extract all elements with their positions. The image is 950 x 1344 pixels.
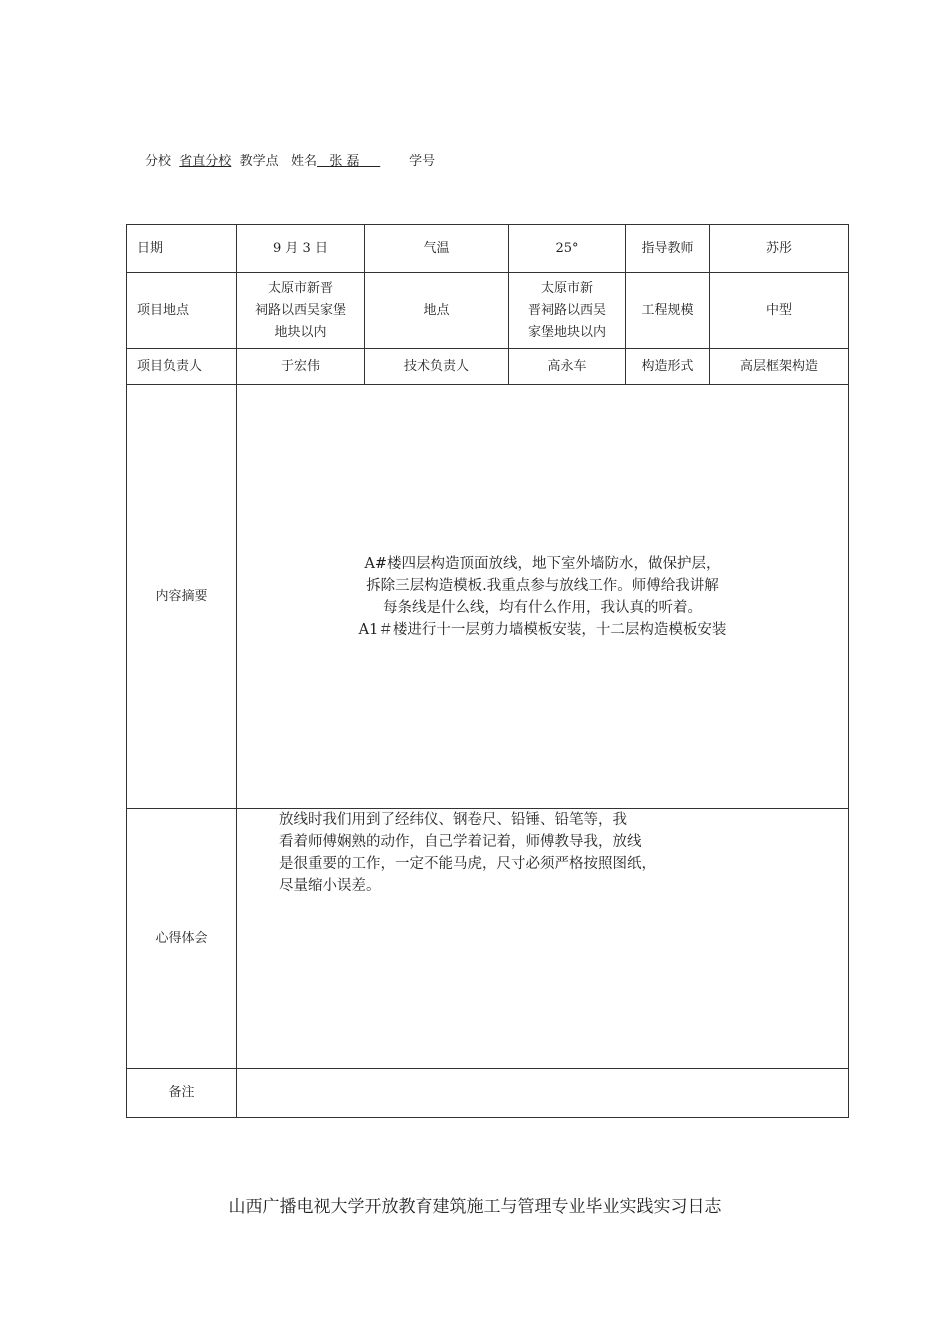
table-row (127, 349, 849, 385)
site-label: 地点 (365, 273, 509, 349)
project-manager-label: 项目负责人 (127, 349, 237, 385)
tech-manager-label: 技术负责人 (365, 349, 509, 385)
date-label: 日期 (127, 225, 237, 273)
table-row (127, 809, 849, 1069)
footer-title: 山西广播电视大学开放教育建筑施工与管理专业毕业实践实习日志 (228, 1197, 722, 1217)
student-id-label: 学号 (409, 154, 436, 169)
site-value: 太原市新 晋祠路以西吴 家堡地块以内 (509, 273, 626, 349)
teaching-site-label: 教学点 (239, 154, 279, 169)
branch-label: 分校 (145, 154, 172, 169)
tech-manager-value: 高永车 (509, 349, 626, 385)
remarks-value (237, 1069, 849, 1118)
name-text: 张 磊 (329, 154, 360, 169)
header-info-line (145, 150, 435, 169)
instructor-label: 指导教师 (626, 225, 710, 273)
name-label: 姓名 (290, 154, 317, 169)
project-manager-value: 于宏伟 (237, 349, 365, 385)
name-value (317, 154, 380, 169)
remarks-label: 备注 (127, 1069, 237, 1118)
summary-label: 内容摘要 (127, 385, 237, 809)
reflection-label: 心得体会 (127, 809, 237, 1069)
structure-value: 高层框架构造 (710, 349, 849, 385)
date-value: 9 月 3 日 (237, 225, 365, 273)
table-row (127, 385, 849, 809)
instructor-value: 苏彤 (710, 225, 849, 273)
temperature-value: 25° (509, 225, 626, 273)
scale-label: 工程规模 (626, 273, 710, 349)
temperature-label: 气温 (365, 225, 509, 273)
summary-text: A#楼四层构造顶面放线，地下室外墙防水，做保护层， 拆除三层构造模板.我重点参与放线工作。师傅给我讲解 每条线是什么线，均有什么作用，我认真的听着。 A1＃楼进行十一层剪力墙模板安装，十二层构造模板安装 (237, 385, 849, 809)
internship-log-table (126, 224, 849, 1118)
project-location-label: 项目地点 (127, 273, 237, 349)
table-row (127, 273, 849, 349)
scale-value: 中型 (710, 273, 849, 349)
reflection-text: 放线时我们用到了经纬仪、钢卷尺、铅锤、铅笔等，我 看着师傅娴熟的动作，自己学着记着，师傅教导我，放线 是很重要的工作，一定不能马虎，尺寸必须严格按照图纸， 尽量缩小误差。 (237, 809, 849, 1069)
branch-value: 省直分校 (179, 154, 232, 169)
project-location-value: 太原市新晋 祠路以西吴家堡 地块以内 (237, 273, 365, 349)
structure-label: 构造形式 (626, 349, 710, 385)
table-row (127, 225, 849, 273)
table-row (127, 1069, 849, 1118)
